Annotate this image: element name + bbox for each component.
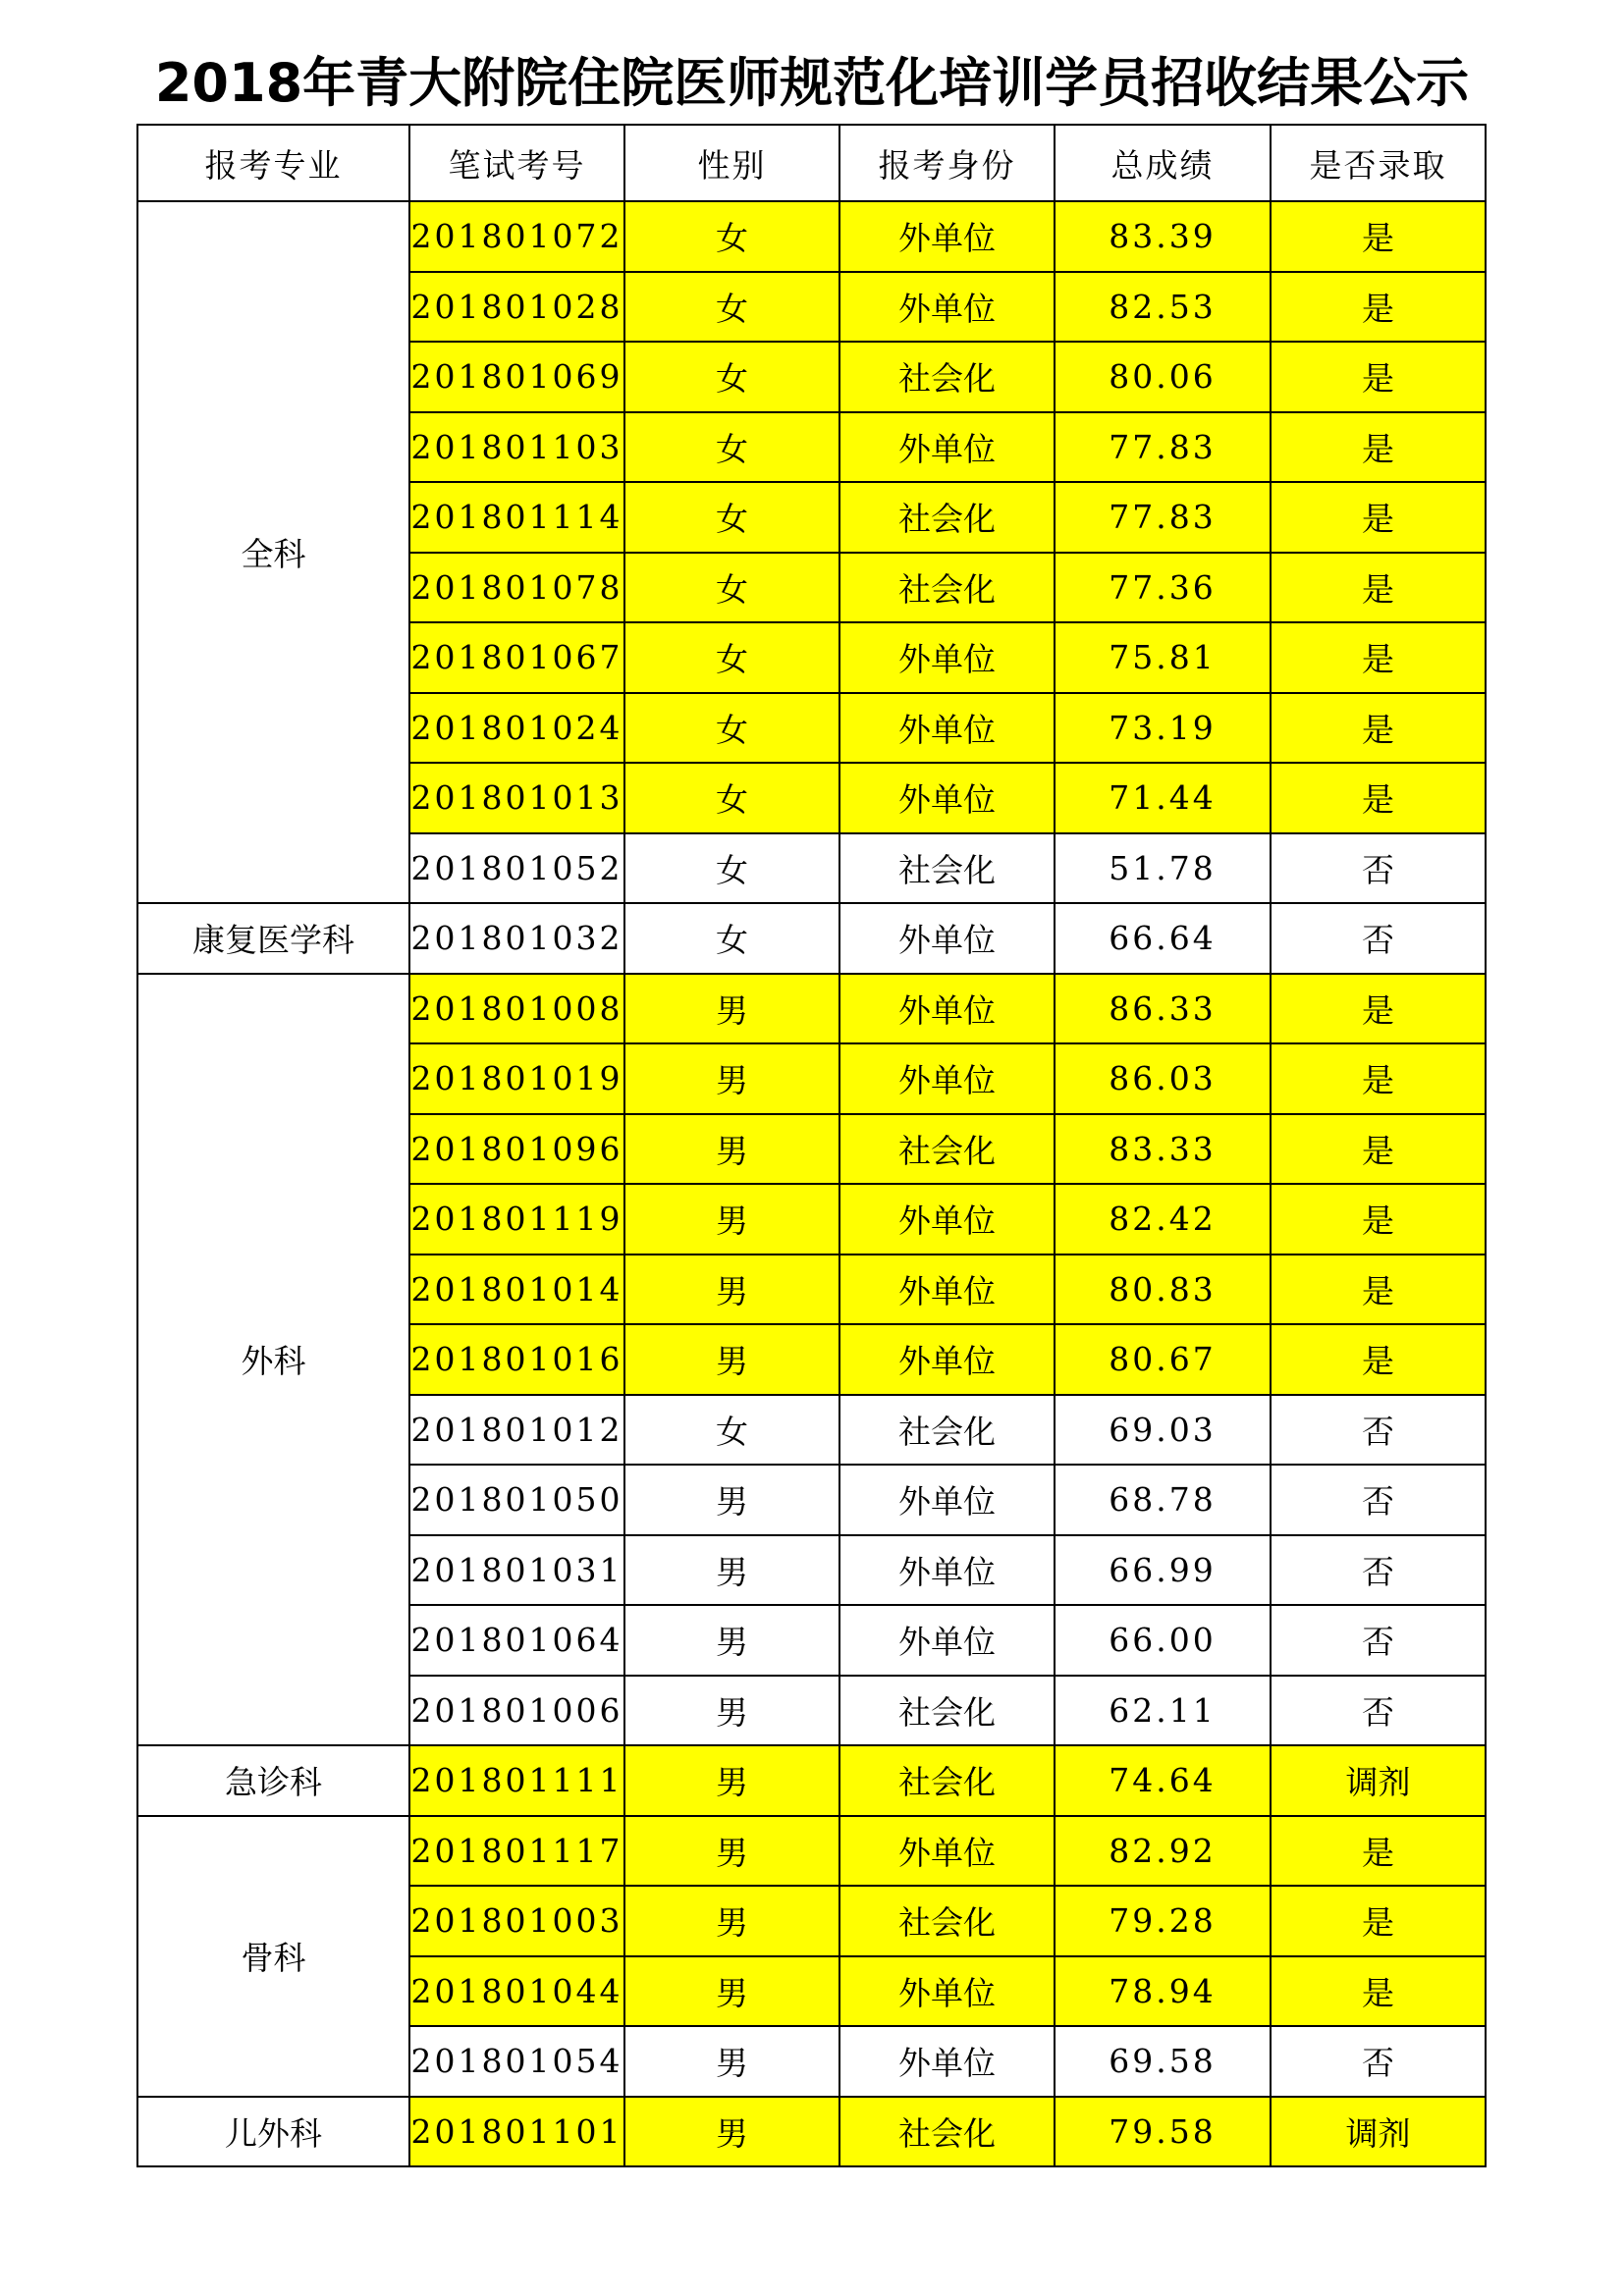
score-cell: 77.36 — [1055, 553, 1271, 623]
score-cell: 69.58 — [1055, 2026, 1271, 2097]
score-cell: 78.94 — [1055, 1956, 1271, 2027]
gender-cell: 男 — [624, 1255, 839, 1325]
major-cell: 康复医学科 — [137, 903, 409, 974]
exam-number-cell: 201801014 — [409, 1255, 624, 1325]
identity-cell: 外单位 — [839, 2026, 1055, 2097]
gender-cell: 女 — [624, 1395, 839, 1466]
admitted-cell: 调剂 — [1271, 2097, 1486, 2167]
gender-cell: 男 — [624, 1114, 839, 1185]
exam-number-cell: 201801069 — [409, 342, 624, 412]
score-cell: 82.92 — [1055, 1816, 1271, 1887]
gender-cell: 女 — [624, 272, 839, 343]
admitted-cell: 否 — [1271, 1465, 1486, 1535]
admitted-cell: 是 — [1271, 622, 1486, 693]
admitted-cell: 是 — [1271, 1043, 1486, 1114]
exam-number-cell: 201801111 — [409, 1745, 624, 1816]
score-cell: 80.06 — [1055, 342, 1271, 412]
gender-cell: 男 — [624, 1956, 839, 2027]
header-total-score: 总成绩 — [1055, 125, 1271, 201]
score-cell: 74.64 — [1055, 1745, 1271, 1816]
exam-number-cell: 201801054 — [409, 2026, 624, 2097]
exam-number-cell: 201801028 — [409, 272, 624, 343]
exam-number-cell: 201801031 — [409, 1535, 624, 1606]
score-cell: 69.03 — [1055, 1395, 1271, 1466]
table-row — [137, 1816, 1486, 1887]
admitted-cell: 是 — [1271, 272, 1486, 343]
score-cell: 51.78 — [1055, 833, 1271, 904]
exam-number-cell: 201801078 — [409, 553, 624, 623]
gender-cell: 女 — [624, 553, 839, 623]
exam-number-cell: 201801117 — [409, 1816, 624, 1887]
identity-cell: 外单位 — [839, 272, 1055, 343]
identity-cell: 社会化 — [839, 2097, 1055, 2167]
admitted-cell: 否 — [1271, 1676, 1486, 1746]
table-row — [137, 974, 1486, 1044]
gender-cell: 女 — [624, 482, 839, 553]
exam-number-cell: 201801024 — [409, 693, 624, 764]
gender-cell: 女 — [624, 412, 839, 483]
header-gender: 性别 — [624, 125, 839, 201]
admitted-cell: 否 — [1271, 1535, 1486, 1606]
exam-number-cell: 201801096 — [409, 1114, 624, 1185]
major-cell: 儿外科 — [137, 2097, 409, 2167]
gender-cell: 男 — [624, 974, 839, 1044]
identity-cell: 外单位 — [839, 1816, 1055, 1887]
gender-cell: 男 — [624, 2097, 839, 2167]
major-cell: 急诊科 — [137, 1745, 409, 1816]
identity-cell: 外单位 — [839, 763, 1055, 833]
exam-number-cell: 201801103 — [409, 412, 624, 483]
score-cell: 83.39 — [1055, 201, 1271, 272]
identity-cell: 社会化 — [839, 553, 1055, 623]
identity-cell: 外单位 — [839, 1184, 1055, 1255]
admitted-cell: 否 — [1271, 2026, 1486, 2097]
exam-number-cell: 201801050 — [409, 1465, 624, 1535]
exam-number-cell: 201801101 — [409, 2097, 624, 2167]
table-row — [137, 2097, 1486, 2167]
gender-cell: 男 — [624, 1886, 839, 1956]
table-header-row — [137, 125, 1486, 201]
identity-cell: 社会化 — [839, 1745, 1055, 1816]
admitted-cell: 是 — [1271, 1816, 1486, 1887]
admitted-cell: 是 — [1271, 1324, 1486, 1395]
score-cell: 79.28 — [1055, 1886, 1271, 1956]
identity-cell: 外单位 — [839, 1043, 1055, 1114]
identity-cell: 外单位 — [839, 1956, 1055, 2027]
identity-cell: 外单位 — [839, 974, 1055, 1044]
gender-cell: 男 — [624, 1465, 839, 1535]
admitted-cell: 是 — [1271, 553, 1486, 623]
header-identity: 报考身份 — [839, 125, 1055, 201]
gender-cell: 男 — [624, 2026, 839, 2097]
exam-number-cell: 201801019 — [409, 1043, 624, 1114]
identity-cell: 社会化 — [839, 1676, 1055, 1746]
score-cell: 66.00 — [1055, 1605, 1271, 1676]
admitted-cell: 是 — [1271, 1114, 1486, 1185]
gender-cell: 男 — [624, 1043, 839, 1114]
admitted-cell: 是 — [1271, 201, 1486, 272]
gender-cell: 男 — [624, 1535, 839, 1606]
gender-cell: 男 — [624, 1816, 839, 1887]
admitted-cell: 是 — [1271, 482, 1486, 553]
gender-cell: 女 — [624, 693, 839, 764]
table-row — [137, 903, 1486, 974]
score-cell: 80.67 — [1055, 1324, 1271, 1395]
identity-cell: 社会化 — [839, 1114, 1055, 1185]
score-cell: 77.83 — [1055, 482, 1271, 553]
score-cell: 71.44 — [1055, 763, 1271, 833]
exam-number-cell: 201801114 — [409, 482, 624, 553]
exam-number-cell: 201801067 — [409, 622, 624, 693]
gender-cell: 男 — [624, 1745, 839, 1816]
exam-number-cell: 201801032 — [409, 903, 624, 974]
score-cell: 79.58 — [1055, 2097, 1271, 2167]
identity-cell: 外单位 — [839, 1605, 1055, 1676]
identity-cell: 外单位 — [839, 622, 1055, 693]
gender-cell: 女 — [624, 201, 839, 272]
admitted-cell: 是 — [1271, 1255, 1486, 1325]
table-row — [137, 201, 1486, 272]
admitted-cell: 是 — [1271, 974, 1486, 1044]
header-exam-number: 笔试考号 — [409, 125, 624, 201]
score-cell: 86.03 — [1055, 1043, 1271, 1114]
score-cell: 80.83 — [1055, 1255, 1271, 1325]
identity-cell: 社会化 — [839, 833, 1055, 904]
admitted-cell: 是 — [1271, 1886, 1486, 1956]
exam-number-cell: 201801064 — [409, 1605, 624, 1676]
exam-number-cell: 201801052 — [409, 833, 624, 904]
admitted-cell: 是 — [1271, 763, 1486, 833]
gender-cell: 女 — [624, 833, 839, 904]
admitted-cell: 是 — [1271, 412, 1486, 483]
identity-cell: 外单位 — [839, 1324, 1055, 1395]
admitted-cell: 是 — [1271, 1184, 1486, 1255]
exam-number-cell: 201801016 — [409, 1324, 624, 1395]
score-cell: 62.11 — [1055, 1676, 1271, 1746]
identity-cell: 外单位 — [839, 903, 1055, 974]
admission-results-table — [136, 124, 1487, 2167]
major-cell: 全科 — [137, 201, 409, 903]
identity-cell: 外单位 — [839, 1465, 1055, 1535]
score-cell: 66.99 — [1055, 1535, 1271, 1606]
identity-cell: 社会化 — [839, 1886, 1055, 1956]
score-cell: 77.83 — [1055, 412, 1271, 483]
score-cell: 86.33 — [1055, 974, 1271, 1044]
identity-cell: 外单位 — [839, 1535, 1055, 1606]
score-cell: 83.33 — [1055, 1114, 1271, 1185]
gender-cell: 女 — [624, 763, 839, 833]
identity-cell: 社会化 — [839, 342, 1055, 412]
score-cell: 82.42 — [1055, 1184, 1271, 1255]
gender-cell: 女 — [624, 903, 839, 974]
identity-cell: 社会化 — [839, 482, 1055, 553]
score-cell: 75.81 — [1055, 622, 1271, 693]
exam-number-cell: 201801119 — [409, 1184, 624, 1255]
major-cell: 骨科 — [137, 1816, 409, 2097]
identity-cell: 社会化 — [839, 1395, 1055, 1466]
exam-number-cell: 201801008 — [409, 974, 624, 1044]
exam-number-cell: 201801072 — [409, 201, 624, 272]
score-cell: 73.19 — [1055, 693, 1271, 764]
identity-cell: 外单位 — [839, 412, 1055, 483]
exam-number-cell: 201801012 — [409, 1395, 624, 1466]
admitted-cell: 是 — [1271, 342, 1486, 412]
admitted-cell: 调剂 — [1271, 1745, 1486, 1816]
exam-number-cell: 201801044 — [409, 1956, 624, 2027]
admitted-cell: 是 — [1271, 693, 1486, 764]
admitted-cell: 否 — [1271, 1605, 1486, 1676]
identity-cell: 外单位 — [839, 201, 1055, 272]
gender-cell: 男 — [624, 1676, 839, 1746]
page-title: 2018年青大附院住院医师规范化培训学员招收结果公示 — [154, 52, 1470, 114]
score-cell: 68.78 — [1055, 1465, 1271, 1535]
admitted-cell: 否 — [1271, 903, 1486, 974]
exam-number-cell: 201801013 — [409, 763, 624, 833]
admitted-cell: 否 — [1271, 1395, 1486, 1466]
exam-number-cell: 201801006 — [409, 1676, 624, 1746]
exam-number-cell: 201801003 — [409, 1886, 624, 1956]
identity-cell: 外单位 — [839, 1255, 1055, 1325]
admitted-cell: 否 — [1271, 833, 1486, 904]
score-cell: 82.53 — [1055, 272, 1271, 343]
identity-cell: 外单位 — [839, 693, 1055, 764]
header-major: 报考专业 — [137, 125, 409, 201]
table-row — [137, 1745, 1486, 1816]
gender-cell: 男 — [624, 1324, 839, 1395]
gender-cell: 女 — [624, 622, 839, 693]
admitted-cell: 是 — [1271, 1956, 1486, 2027]
major-cell: 外科 — [137, 974, 409, 1746]
header-admitted: 是否录取 — [1271, 125, 1486, 201]
gender-cell: 男 — [624, 1605, 839, 1676]
gender-cell: 男 — [624, 1184, 839, 1255]
score-cell: 66.64 — [1055, 903, 1271, 974]
gender-cell: 女 — [624, 342, 839, 412]
